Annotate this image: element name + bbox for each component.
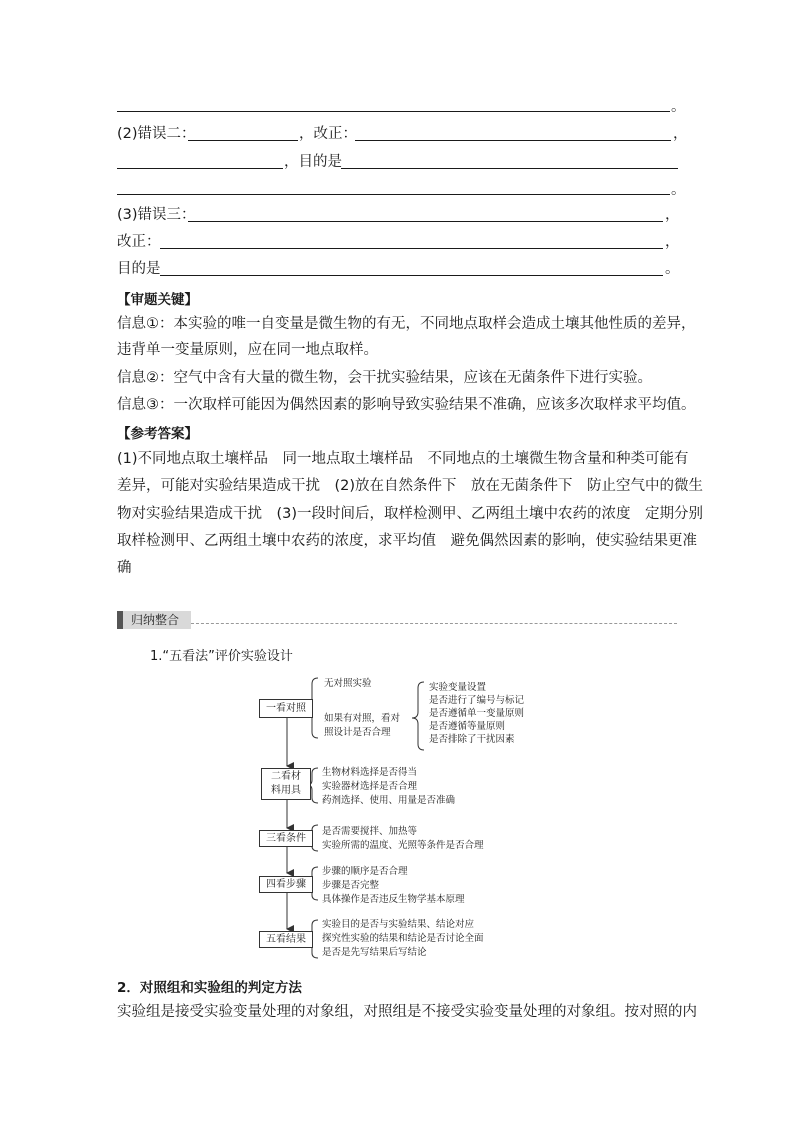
- flow-box-look-results: 五看结果: [259, 931, 313, 948]
- list-item: 是否排除了干扰因素: [429, 734, 515, 745]
- answer-line3: 物对实验结果造成干扰 (3)一段时间后，取样检测甲、乙两组土壤中农药的浓度 定期分别: [117, 506, 704, 522]
- review-heading: 【审题关键】: [117, 292, 198, 308]
- period: 。: [671, 99, 686, 115]
- q2-correct-blank-2[interactable]: [117, 168, 283, 169]
- diagram-list-steps: [322, 865, 465, 907]
- list-item: 实验目的是否与实验结果、结论对应: [322, 919, 475, 930]
- comma: ，: [673, 126, 688, 142]
- list-item: 具体操作是否违反生物学基本原理: [322, 894, 465, 905]
- q2-purpose-label: ，目的是: [284, 154, 342, 170]
- section-header: [117, 611, 677, 629]
- list-item: 步骤的顺序是否合理: [322, 866, 408, 877]
- q3-correct-label: 改正：: [117, 234, 161, 250]
- flow-box-look-conditions: 三看条件: [259, 830, 313, 847]
- q2-correct-label: ，改正：: [299, 126, 357, 142]
- answer-blank-line[interactable]: [117, 111, 670, 112]
- diagram-list-control-sub: [429, 681, 524, 746]
- comma: ，: [665, 234, 680, 250]
- flow-box-look-steps: 四看步骤: [259, 876, 313, 893]
- item2-text: 实验组是接受实验变量处理的对象组，对照组是不接受实验变量处理的对象组。按对照的内: [117, 1004, 697, 1020]
- list-item: 是否需要搅拌、加热等: [322, 826, 418, 837]
- flow-box-line: 二看材: [271, 771, 301, 782]
- list-item: 实验器材选择是否合理: [322, 781, 418, 792]
- diagram-list-results: [322, 918, 484, 960]
- brace-1-sub: [412, 682, 424, 750]
- diagram-list-materials: [322, 766, 455, 808]
- item1-title: 1.“五看法”评价实验设计: [150, 649, 293, 664]
- info3: 信息③：一次取样可能因为偶然因素的影响导致实验结果不准确，应该多次取样求平均值。: [117, 397, 696, 413]
- period: 。: [671, 182, 686, 198]
- diagram-text: 如果有对照，看对: [324, 713, 401, 724]
- q2-label: (2)错误二：: [117, 126, 196, 142]
- list-item: 是否遵循单一变量原则: [429, 708, 525, 719]
- section-label: 归纳整合: [117, 611, 191, 629]
- section-divider: [191, 623, 677, 624]
- list-item: 步骤是否完整: [322, 880, 380, 891]
- answer-line1: (1)不同地点取土壤样品 同一地点取土壤样品 不同地点的土壤微生物含量和种类可能有: [117, 451, 689, 467]
- list-item: 是否进行了编号与标记: [429, 695, 525, 706]
- comma: ，: [665, 207, 680, 223]
- info2: 信息②：空气中含有大量的微生物，会干扰实验结果，应该在无菌条件下进行实验。: [117, 370, 652, 386]
- diagram-text: 照设计是否合理: [324, 727, 391, 738]
- list-item: 生物材料选择是否得当: [322, 767, 418, 778]
- list-item: 实验所需的温度、光照等条件是否合理: [322, 840, 484, 851]
- list-item: 药剂选择、使用、用量是否准确: [322, 795, 456, 806]
- q3-purpose-blank[interactable]: [160, 275, 663, 276]
- diagram-text: 无对照实验: [324, 678, 372, 689]
- answer-heading: 【参考答案】: [117, 426, 198, 442]
- flow-box-line: 料用具: [271, 785, 301, 796]
- q3-label: (3)错误三：: [117, 207, 196, 223]
- list-item: 实验变量设置: [429, 682, 487, 693]
- q3-error-blank[interactable]: [188, 221, 663, 222]
- q3-purpose-label: 目的是: [117, 261, 161, 277]
- list-item: 是否遵循等量原则: [429, 721, 506, 732]
- q2-purpose-blank[interactable]: [341, 168, 678, 169]
- q2-correct-blank[interactable]: [355, 140, 671, 141]
- flow-box-look-materials: [261, 768, 311, 800]
- q3-correct-blank[interactable]: [160, 248, 663, 249]
- q2-purpose-blank-2[interactable]: [117, 194, 670, 195]
- list-item: 探究性实验的结果和结论是否讨论全面: [322, 933, 484, 944]
- answer-line5: 确: [117, 560, 132, 576]
- flow-box-look-control: 一看对照: [259, 699, 313, 718]
- diagram-list-conditions: [322, 825, 484, 853]
- q2-error-blank[interactable]: [188, 140, 298, 141]
- info1-line1: 信息①：本实验的唯一自变量是微生物的有无，不同地点取样会造成土壤其他性质的差异，: [117, 316, 696, 332]
- item2-title: 2．对照组和实验组的判定方法: [117, 980, 302, 996]
- period: 。: [665, 261, 680, 277]
- answer-line4: 取样检测甲、乙两组土壤中农药的浓度，求平均值 避免偶然因素的影响，使实验结果更准: [117, 533, 697, 549]
- answer-line2: 差异，可能对实验结果造成干扰 (2)放在自然条件下 放在无菌条件下 防止空气中的微生: [117, 478, 704, 494]
- list-item: 是否是先写结果后写结论: [322, 947, 427, 958]
- info1-line2: 违背单一变量原则，应在同一地点取样。: [117, 342, 378, 358]
